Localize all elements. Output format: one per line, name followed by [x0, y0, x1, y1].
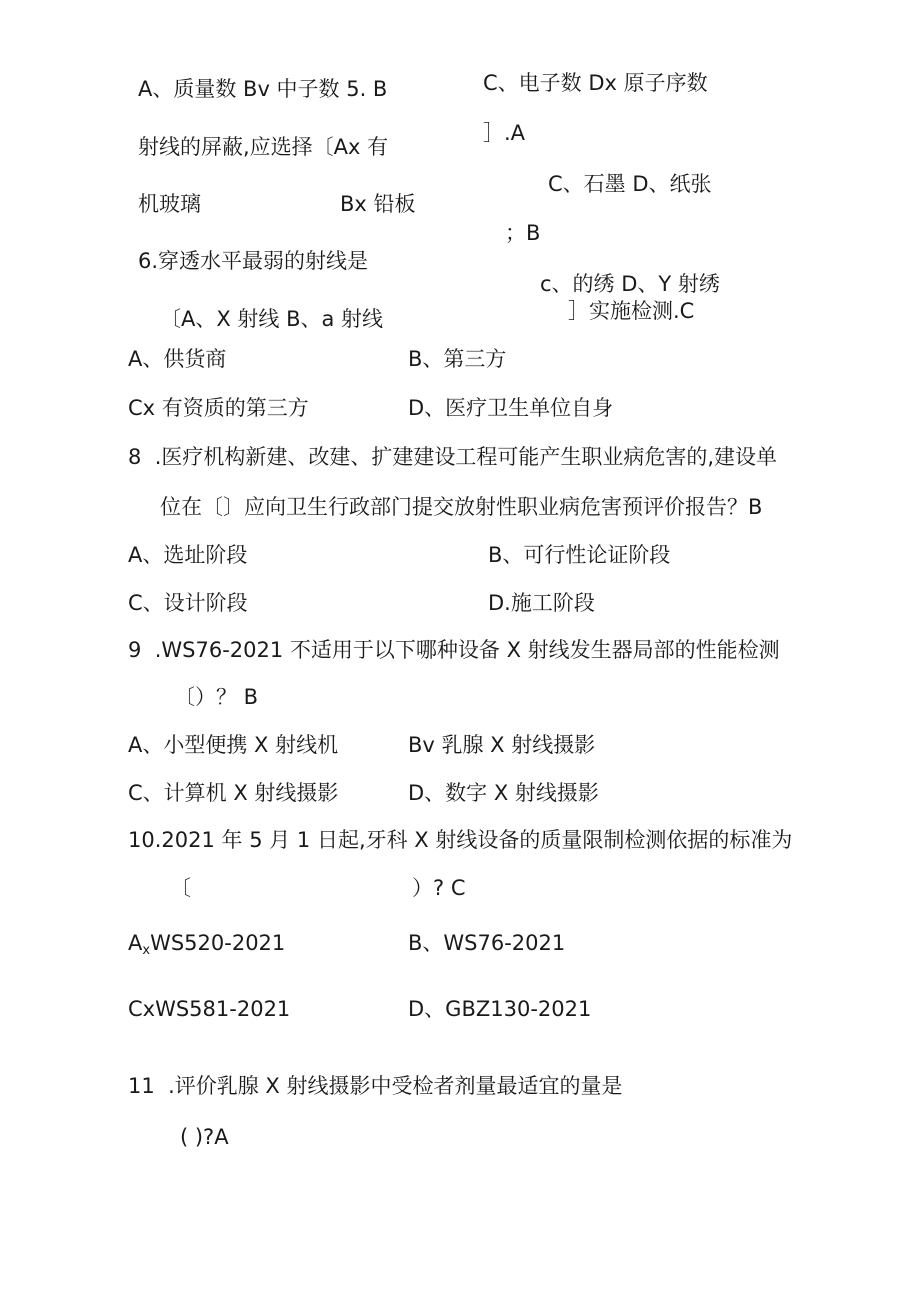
line-q8-option-a: A、选址阶段 [128, 543, 248, 567]
line-q11-answer: ( )?A [180, 1125, 229, 1149]
line-q7-option-a: A、供货商 [128, 347, 227, 371]
line-q5-options-cd: C、石墨 D、纸张 [548, 172, 712, 196]
line-q8-option-c: C、设计阶段 [128, 591, 248, 615]
line-q6-options-ab: 〔A、X 射线 B、a 射线 [160, 307, 384, 331]
line-q10-open-bracket: 〔 [170, 876, 191, 900]
line-q10-answer: ）? C [412, 876, 466, 900]
line-q7-stem-tail: ］实施检测.C [568, 299, 695, 323]
line-q7-option-d: D、医疗卫生单位自身 [408, 396, 614, 420]
line-q10-option-c: CxWS581-2021 [128, 997, 291, 1021]
line-q6-stem: 6.穿透水平最弱的射线是 [138, 249, 369, 273]
line-q9-answer: 〔）？ B [174, 685, 259, 709]
line-q8-option-d: D.施工阶段 [488, 591, 595, 615]
option-a-subscript: x [142, 943, 151, 958]
line-q9-option-a: A、小型便携 X 射线机 [128, 733, 339, 757]
line-q10-option-a [128, 933, 285, 957]
line-q4-options-cd: C、电子数 Dx 原子序数 [483, 71, 708, 95]
line-q9-option-d: D、数字 X 射线摄影 [408, 781, 599, 805]
line-q4-options-ab: A、质量数 Bv 中子数 5. B [138, 77, 388, 101]
line-q6-options-cd: c、的绣 D、Y 射绣 [540, 272, 720, 296]
line-q5-answer: ；B [505, 221, 541, 245]
line-q9-stem: 9 .WS76-2021 不适用于以下哪种设备 X 射线发生器局部的性能检测 [128, 638, 780, 662]
line-q5-option-a-cont: 机玻璃 [138, 192, 201, 216]
line-q7-option-b: B、第三方 [408, 347, 507, 371]
line-q5-stem: 射线的屏蔽,应选择〔Ax 有 [138, 135, 389, 159]
line-q9-option-c: C、计算机 X 射线摄影 [128, 781, 339, 805]
line-q5-option-b: Bx 铅板 [340, 192, 416, 216]
line-q4-answer: ］.A [483, 121, 526, 145]
line-q10-option-d: D、GBZ130-2021 [408, 997, 592, 1021]
line-q7-option-c: Cx 有资质的第三方 [128, 396, 309, 420]
line-q10-stem: 10.2021 年 5 月 1 日起,牙科 X 射线设备的质量限制检测依据的标准为 [128, 828, 793, 852]
line-q10-option-b: B、WS76-2021 [408, 931, 566, 955]
option-a-letter: A [128, 931, 143, 955]
line-q8-stem-cont: 位在〔〕应向卫生行政部门提交放射性职业病危害预评价报告？B [160, 495, 763, 519]
line-q9-option-b: Bv 乳腺 X 射线摄影 [408, 733, 596, 757]
line-q11-stem: 11 .评价乳腺 X 射线摄影中受检者剂量最适宜的量是 [128, 1074, 623, 1098]
line-q8-stem: 8 .医疗机构新建、改建、扩建建设工程可能产生职业病危害的,建设单 [128, 445, 778, 469]
option-a-text: WS520-2021 [150, 931, 286, 955]
line-q8-option-b: B、可行性论证阶段 [488, 543, 671, 567]
